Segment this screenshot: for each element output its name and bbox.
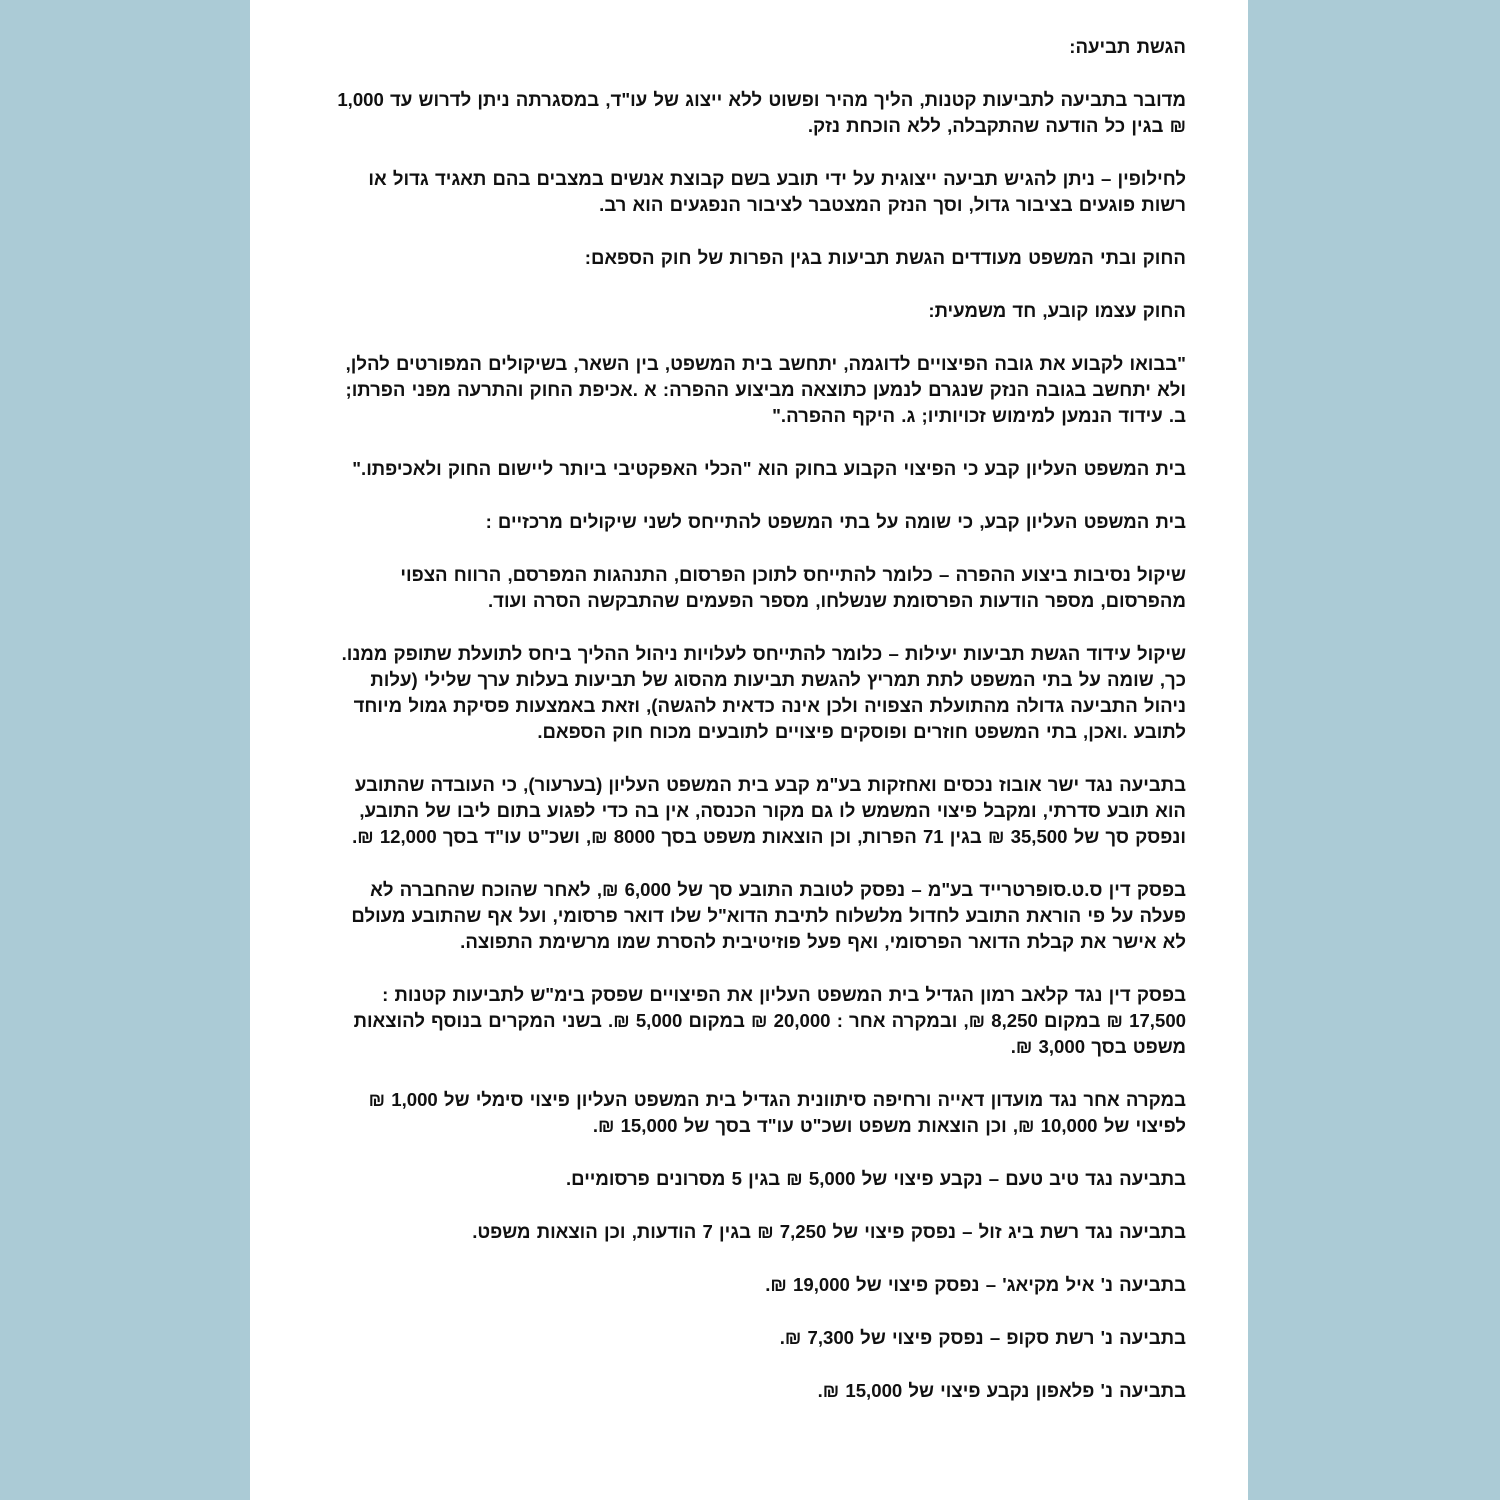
paragraph: החוק ובתי המשפט מעודדים הגשת תביעות בגין הפרות של חוק הספאם: xyxy=(584,247,1186,268)
case-paragraph: בתביעה נ' פלאפון נקבע פיצוי של 15,000 ₪. xyxy=(817,1380,1186,1401)
case-paragraph: בתביעה נגד רשת ביג זול – נפסק פיצוי של 7,250 ₪ בגין 7 הודעות, וכן הוצאות משפט. xyxy=(472,1221,1186,1242)
document-page xyxy=(250,0,1248,1500)
paragraph: החוק עצמו קובע, חד משמעית: xyxy=(928,300,1186,321)
paragraph: בית המשפט העליון קבע, כי שומה על בתי המשפט להתייחס לשני שיקולים מרכזיים : xyxy=(485,511,1186,532)
case-paragraph: בפסק דין נגד קלאב רמון הגדיל בית המשפט העליון את הפיצויים שפסק בימ"ש לתביעות קטנות : 17,500 ₪ במקום 8,250 ₪, ובמקרה אחר : 20,000 ₪ במקום 5,000 ₪. בשני המקרים בנוסף להוצאות משפט בסך 3,000 ₪. xyxy=(353,984,1186,1057)
paragraph: שיקול נסיבות ביצוע ההפרה – כלומר להתייחס לתוכן הפרסום, התנהגות המפרסם, הרווח הצפוי מהפרסום, מספר הודעות הפרסומת שנשלחו, מספר הפעמים שהתבקשה הסרה ועוד. xyxy=(400,564,1186,611)
case-paragraph: בפסק דין ס.ט.סופרטרייד בע"מ – נפסק לטובת התובע סך של 6,000 ₪, לאחר שהוכח שהחברה לא פעלה על פי הוראת התובע לחדול מלשלוח לתיבת הדוא"ל שלו דואר פרסומי, ועל אף שהתובע מעולם לא אישר את קבלת הדואר הפרסומי, ואף פעל פוזיטיבית להסרת שמו מרשימת התפוצה. xyxy=(351,879,1186,952)
case-paragraph: במקרה אחר נגד מועדון דאייה ורחיפה סיתוונית הגדיל בית המשפט העליון פיצוי סימלי של 1,000 ₪ לפיצוי של 10,000 ₪, וכן הוצאות משפט ושכ"ט עו"ד בסך של 15,000 ₪. xyxy=(368,1089,1186,1136)
case-paragraph: בתביעה נ' רשת סקופ – נפסק פיצוי של 7,300 ₪. xyxy=(779,1327,1186,1348)
paragraph: מדובר בתביעה לתביעות קטנות, הליך מהיר ופשוט ללא ייצוג של עו"ד, במסגרתה ניתן לדרוש עד 1,000 ₪ בגין כל הודעה שהתקבלה, ללא הוכחת נזק. xyxy=(337,89,1186,136)
case-paragraph: בתביעה נ' איל מקיאג' – נפסק פיצוי של 19,000 ₪. xyxy=(765,1274,1186,1295)
case-paragraph: בתביעה נגד ישר אובוז נכסים ואחזקות בע"מ קבע בית המשפט העליון (בערעור), כי העובדה שהתובע הוא תובע סדרתי, ומקבל פיצוי המשמש לו גם מקור הכנסה, אין בה כדי לפגוע בתום ליבו של התובע, ונפסק סך של 35,500 ₪ בגין 71 הפרות, וכן הוצאות משפט בסך 8000 ₪, ושכ"ט עו"ד בסך 12,000 ₪. xyxy=(352,774,1186,847)
paragraph: בית המשפט העליון קבע כי הפיצוי הקבוע בחוק הוא "הכלי האפקטיבי ביותר ליישום החוק ולאכיפתו." xyxy=(352,458,1186,479)
law-quote: "בבואו לקבוע את גובה הפיצויים לדוגמה, יתחשב בית המשפט, בין השאר, בשיקולים המפורטים להלן, ולא יתחשב בגובה הנזק שנגרם לנמען כתוצאה מביצוע ההפרה: א .אכיפת החוק והתרעה מפני הפרתו; ב. עידוד הנמען למימוש זכויותיו; ג. היקף ההפרה." xyxy=(345,353,1186,426)
paragraph: שיקול עידוד הגשת תביעות יעילות – כלומר להתייחס לעלויות ניהול ההליך ביחס לתועלת שתופק ממנו. כך, שומה על בתי המשפט לתת תמריץ להגשת תביעות מהסוג של תביעות בעלות ערך שלילי (עלות ניהול התביעה גדולה מהתועלת הצפויה ולכן אינה כדאית להגשה), וזאת באמצעות פסיקת גמול מיוחד לתובע .ואכן, בתי המשפט חוזרים ופוסקים פיצויים לתובעים מכוח חוק הספאם. xyxy=(341,643,1186,742)
section-heading: הגשת תביעה: xyxy=(1069,36,1186,57)
case-paragraph: בתביעה נגד טיב טעם – נקבע פיצוי של 5,000 ₪ בגין 5 מסרונים פרסומיים. xyxy=(566,1168,1186,1189)
paragraph: לחילופין – ניתן להגיש תביעה ייצוגית על ידי תובע בשם קבוצת אנשים במצבים בהם תאגיד גדול או רשות פוגעים בציבור גדול, וסך הנזק המצטבר לציבור הנפגעים הוא רב. xyxy=(368,168,1186,215)
